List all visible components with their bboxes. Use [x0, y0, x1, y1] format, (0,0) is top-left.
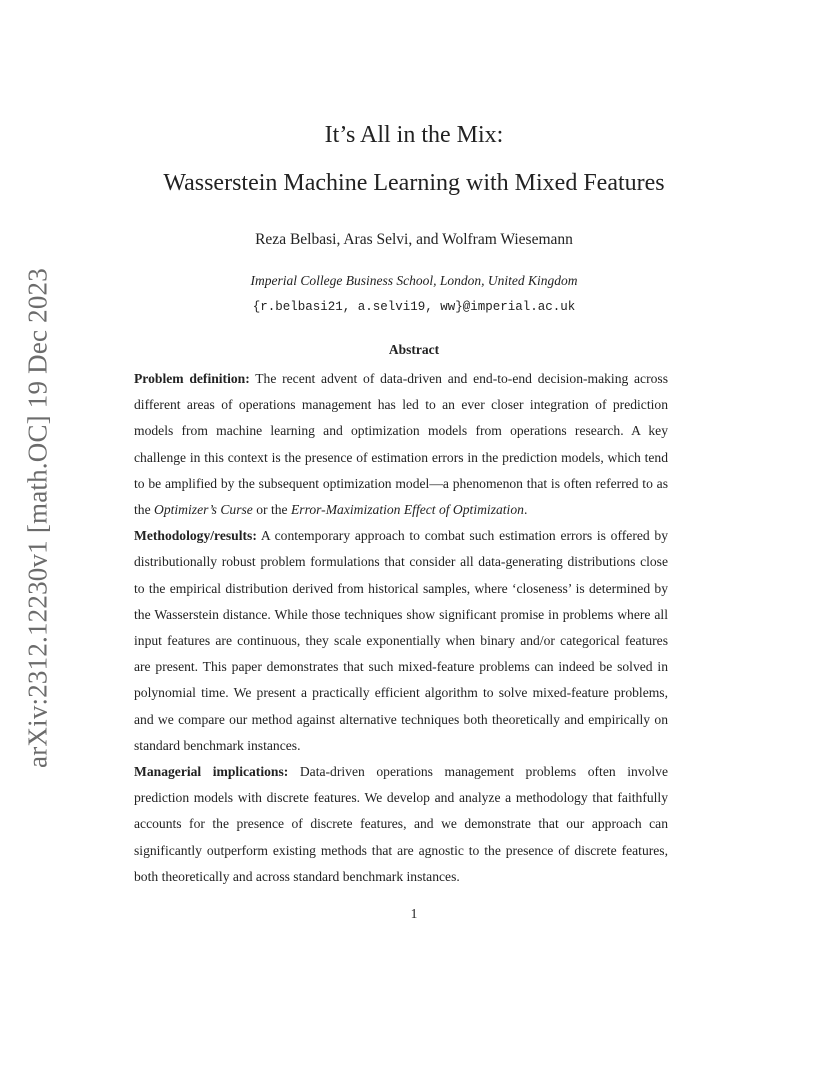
abstract-heading: Abstract — [388, 342, 440, 357]
abstract-methodology-paragraph — [134, 523, 668, 759]
abstract-body — [134, 366, 668, 890]
problem-definition-text: The recent advent of data-driven and end-to-end decision-making across different areas of operations management has led to an ever closer integration of prediction models from machine learning and optimization models from operations research. A key challenge in this context is the presence of estimation errors in the prediction models, which tend to be amplified by the subsequent optimization model—a phenomenon that is often referred to as the — [134, 371, 668, 518]
page-number: 1 — [410, 906, 418, 921]
abstract-problem-paragraph — [134, 366, 668, 523]
problem-definition-label: Problem definition: — [134, 371, 250, 386]
error-maximization-term: Error-Maximization Effect of Optimization — [290, 502, 524, 518]
author-emails: {r.belbasi21, a.selvi19, ww}@imperial.ac.uk — [252, 300, 576, 314]
author-affiliation: Imperial College Business School, London, United Kingdom — [250, 273, 578, 288]
managerial-implications-text: Data-driven operations management problems often involve prediction models with discrete features. We develop and analyze a methodology that faithfully accounts for the presence of discrete features, and we demonstrate that our approach can significantly outperform existing methods that are agnostic to the presence of discrete features, both theoretically and across standard benchmark instances. — [134, 764, 668, 884]
methodology-results-label: Methodology/results: — [134, 528, 257, 544]
abstract-managerial-paragraph — [134, 759, 668, 890]
paper-title-line-2: Wasserstein Machine Learning with Mixed Features — [163, 170, 665, 196]
optimizers-curse-term: Optimizer’s Curse — [154, 502, 253, 518]
methodology-results-text: A contemporary approach to combat such estimation errors is offered by distributionally robust problem formulations that consider all data-generating distributions close to the empirical distribution derived from historical samples, where ‘closeness’ is determined by the Wasserstein distance. While those techniques show significant promise in problems where all input features are continuous, they scale exponentially when binary and/or categorical features are present. This paper demonstrates that such mixed-feature problems can indeed be solved in polynomial time. We present a practically efficient algorithm to solve mixed-feature problems, and we compare our method against alternative techniques both theoretically and empirically on standard benchmark instances. — [134, 528, 668, 753]
arxiv-identifier-stamp: arXiv:2312.12230v1 [math.OC] 19 Dec 2023 — [22, 268, 53, 768]
problem-end-punctuation: . — [523, 502, 528, 518]
managerial-implications-label: Managerial implications: — [134, 764, 289, 780]
paper-title-line-1: It’s All in the Mix: — [324, 122, 504, 148]
problem-connector-text: or the — [252, 502, 291, 518]
author-list: Reza Belbasi, Aras Selvi, and Wolfram Wiesemann — [255, 231, 573, 248]
